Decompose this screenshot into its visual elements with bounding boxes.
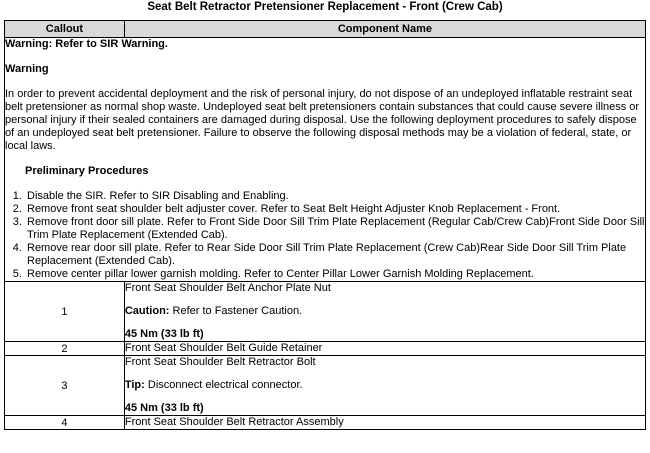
callout-cell: 4 (5, 416, 125, 430)
component-name: Front Seat Shoulder Belt Retractor Assembly (124, 416, 344, 428)
component-name: Front Seat Shoulder Belt Retractor Bolt (124, 356, 316, 368)
table-row (5, 356, 646, 416)
warning-row (5, 38, 646, 282)
component-cell (124, 416, 645, 430)
torque-spec (125, 328, 645, 341)
procedure-table (4, 20, 646, 430)
warning-cell (5, 38, 646, 282)
callout-cell: 2 (5, 342, 125, 356)
preliminary-steps-list (5, 190, 645, 281)
component-header: Component Name (124, 21, 645, 38)
component-cell (124, 282, 645, 342)
component-name: Front Seat Shoulder Belt Guide Retainer (124, 342, 323, 354)
sir-warning-reference: Warning: Refer to SIR Warning. (5, 38, 168, 50)
table-row (5, 282, 646, 342)
table-row (5, 416, 646, 430)
preliminary-procedures-heading: Preliminary Procedures (25, 165, 149, 177)
callout-cell: 3 (5, 356, 125, 416)
page-title: Seat Belt Retractor Pretensioner Replacement - Front (Crew Cab) (147, 1, 503, 13)
component-note (125, 305, 645, 318)
torque-value: 45 Nm (33 lb ft) (124, 328, 204, 340)
warning-text: In order to prevent accidental deployment and the risk of personal injury, do not dispose of an undeployed inflatable restraint seat belt pretensioner as normal shop waste. Undeployed seat belt pretensioners contain substances that could cause severe illness or personal injury if their sealed containers are damaged during disposal. Use the following deployment procedures to safely dispose of an undeployed seat belt pretensioner. Failure to observe the following disposal methods may be a violation of federal, state, or local laws. (5, 88, 640, 152)
list-item: 4. Remove rear door sill plate. Refer to Rear Side Door Sill Trim Plate Replacement (Crew Cab)Rear Side Door Sill Trim Plate Replacement (Extended Cab). (25, 242, 645, 268)
torque-value: 45 Nm (33 lb ft) (124, 402, 204, 414)
caution-text: Refer to Fastener Caution. (169, 305, 303, 317)
warning-heading: Warning (5, 63, 49, 75)
torque-spec (125, 402, 645, 415)
table-row (5, 342, 646, 356)
caution-label: Caution: (124, 305, 170, 317)
tip-text: Disconnect electrical connector. (144, 379, 303, 391)
list-item: 1. Disable the SIR. Refer to SIR Disabling and Enabling. (25, 190, 645, 203)
table-header-row (5, 21, 646, 38)
component-name: Front Seat Shoulder Belt Anchor Plate Nut (124, 282, 331, 294)
callout-header: Callout (5, 21, 125, 38)
list-item: 3. Remove front door sill plate. Refer to Front Side Door Sill Trim Plate Replacement (Regular Cab/Crew Cab)Front Side Door Sill Trim Plate Replacement (Extended Cab). (25, 216, 645, 242)
list-item: 5. Remove center pillar lower garnish molding. Refer to Center Pillar Lower Garnish Molding Replacement. (25, 268, 645, 281)
component-cell (124, 342, 645, 356)
list-item: 2. Remove front seat shoulder belt adjuster cover. Refer to Seat Belt Height Adjuster Knob Replacement - Front. (25, 203, 645, 216)
callout-cell: 1 (5, 282, 125, 342)
component-cell (124, 356, 645, 416)
tip-label: Tip: (124, 379, 145, 391)
component-note (125, 379, 645, 392)
